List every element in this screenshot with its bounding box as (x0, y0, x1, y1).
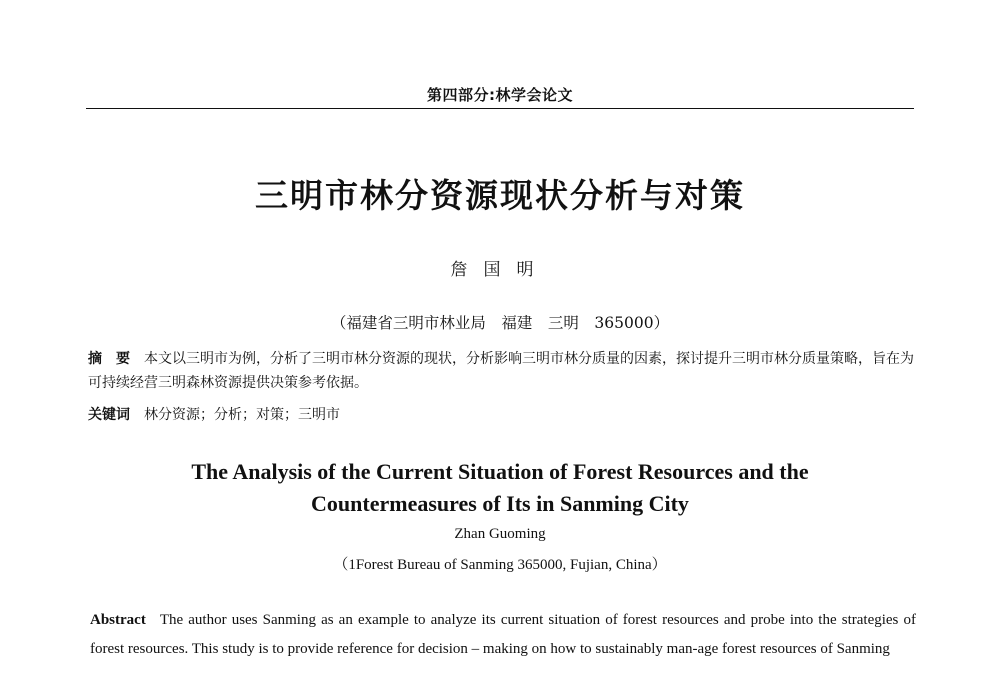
header-rule (86, 108, 914, 109)
keywords-cn-text: 林分资源；分析；对策；三明市 (144, 407, 340, 423)
author-en: Zhan Guoming (454, 526, 546, 542)
title-en-line2: Countermeasures of Its in Sanming City (311, 491, 689, 516)
affiliation-en: （1Forest Bureau of Sanming 365000, Fujian, China） (333, 557, 667, 573)
title-cn: 三明市林分资源现状分析与对策 (255, 176, 745, 215)
affiliation-cn: （福建省三明市林业局 福建 三明 365000） (330, 314, 670, 332)
abstract-cn (88, 347, 916, 395)
title-en-line1: The Analysis of the Current Situation of Forest Resources and the (191, 459, 809, 484)
abstract-en-text: The author uses Sanming as an example to analyze its current situation of forest resources and probe into the strategies of forest resources. This study is to provide reference for decision – making on how to sustainably man-age forest resources of Sanming (90, 612, 916, 657)
section-header: 第四部分:林学会论文 (427, 86, 573, 104)
abstract-en (90, 606, 916, 664)
title-en (0, 456, 1000, 520)
abstract-cn-label: 摘 要 (88, 351, 130, 367)
keywords-cn (88, 403, 916, 427)
abstract-en-label: Abstract (90, 612, 146, 628)
abstract-cn-text: 本文以三明市为例，分析了三明市林分资源的现状，分析影响三明市林分质量的因素，探讨提升三明市林分质量策略，旨在为可持续经营三明森林资源提供决策参考依据。 (88, 351, 914, 391)
author-cn: 詹国明 (450, 260, 550, 280)
keywords-cn-label: 关键词 (88, 407, 130, 423)
